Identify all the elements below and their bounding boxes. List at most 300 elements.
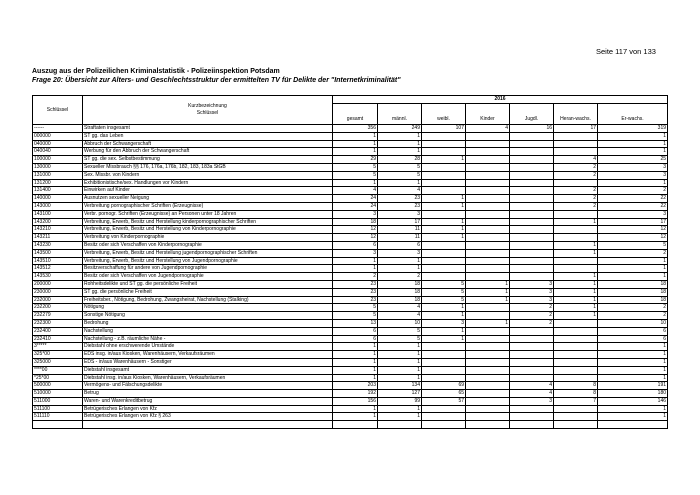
row-key: 232279 [33,312,83,320]
table-row [33,405,668,413]
row-description: Verbreitung pornographischer Schriften (Erzeugnisse) [83,202,333,210]
table-row [33,312,668,320]
row-value: 1 [554,273,598,281]
row-value [466,234,510,242]
description-column-header [83,96,333,125]
row-value [422,132,466,140]
row-key: 230000 [33,288,83,296]
row-value: 1 [333,351,378,359]
row-value: 1 [598,140,668,148]
empty-row [33,421,668,429]
row-key: 040040 [33,148,83,156]
row-value [554,265,598,273]
row-value: 5 [378,163,422,171]
row-value: 2 [333,273,378,281]
row-key: 143200 [33,218,83,226]
row-value [466,351,510,359]
table-row [33,265,668,273]
row-value [554,327,598,335]
description-header-line2: Schlüssel [196,110,219,116]
row-value [422,265,466,273]
table-row [33,226,668,234]
row-value [466,312,510,320]
row-value [510,140,554,148]
row-value [510,405,554,413]
row-description: Verbreitung, Erwerb, Besitz und Herstellung von Kinderpornographie [83,226,333,234]
row-value [466,327,510,335]
row-key: *25*00 [33,374,83,382]
empty-cell [554,421,598,429]
row-value: 3 [510,288,554,296]
row-value: 1 [333,140,378,148]
row-value [422,366,466,374]
row-value: 17 [378,218,422,226]
row-value: 18 [598,288,668,296]
row-value: 1 [378,358,422,366]
row-value: 1 [598,351,668,359]
row-value: 1 [598,257,668,265]
row-key: ------ [33,125,83,133]
table-row [33,390,668,398]
row-key: 143210 [33,226,83,234]
table-row [33,358,668,366]
row-value: 6 [333,335,378,343]
row-value [466,156,510,164]
row-value [466,382,510,390]
row-description: Diebstahl insgesamt [83,366,333,374]
row-value: 1 [598,374,668,382]
row-description: Betrügerisches Erlangen von Kfz [83,405,333,413]
row-value: 4 [333,187,378,195]
empty-cell [598,421,668,429]
row-value: 3 [422,319,466,327]
document-title: Auszug aus der Polizeilichen Kriminalstatistik - Polizeiinspektion Potsdam [32,68,280,75]
row-value [466,195,510,203]
row-value: 1 [333,148,378,156]
row-value: 3 [378,249,422,257]
row-value: 12 [598,234,668,242]
row-value [466,226,510,234]
row-value [422,140,466,148]
row-value: 2 [510,312,554,320]
row-value: 107 [422,125,466,133]
table-row [33,156,668,164]
row-value: 1 [333,132,378,140]
row-key: 143530 [33,273,83,281]
row-key: 131400 [33,187,83,195]
row-value: 3 [510,280,554,288]
row-value: 1 [598,265,668,273]
row-key: 232300 [33,319,83,327]
row-value: 1 [422,218,466,226]
row-value: 23 [333,280,378,288]
row-value [466,148,510,156]
row-value: 203 [333,382,378,390]
row-value: 4 [378,187,422,195]
row-value: 1 [422,327,466,335]
row-key: 143230 [33,241,83,249]
row-value: 1 [422,234,466,242]
row-value: 69 [422,382,466,390]
row-description: Verbreitung, Erwerb, Besitz und Herstellung jugendpornographischer Schriften [83,249,333,257]
row-value: 3 [378,210,422,218]
row-description: Verbreitung, Erwerb, Besitz und Herstellung von Jugendpornographie [83,257,333,265]
row-value: 1 [422,202,466,210]
row-value [554,234,598,242]
row-value [554,257,598,265]
row-value: 1 [333,374,378,382]
row-value: 5 [422,280,466,288]
row-value [422,179,466,187]
row-value [466,210,510,218]
row-value: 4 [510,390,554,398]
empty-cell [378,421,422,429]
row-value: 4 [378,304,422,312]
row-value: 1 [466,296,510,304]
page-number: Seite 117 von 133 [596,47,656,56]
row-value: 18 [378,288,422,296]
row-value [422,343,466,351]
table-row [33,140,668,148]
row-value: 1 [598,148,668,156]
row-value [510,195,554,203]
row-value [466,257,510,265]
table-row [33,288,668,296]
row-value [466,241,510,249]
row-value [510,366,554,374]
row-description: Waren- und Warenkreditbetrug [83,397,333,405]
row-value: 6 [333,241,378,249]
row-value [422,148,466,156]
row-value: 180 [598,390,668,398]
row-value: 3 [333,249,378,257]
row-value: 5 [333,171,378,179]
row-value: 192 [333,390,378,398]
row-value [510,171,554,179]
row-value: 5 [598,241,668,249]
row-value [466,405,510,413]
row-value: 3 [598,171,668,179]
row-key: 325000 [33,358,83,366]
row-value [554,335,598,343]
row-value: 6 [333,327,378,335]
row-value: 65 [422,390,466,398]
row-key: 143512 [33,265,83,273]
row-value [422,273,466,281]
row-description: ST gg. die sex. Selbstbestimmung [83,156,333,164]
row-value: 2 [598,187,668,195]
table-row [33,241,668,249]
row-value: 18 [378,280,422,288]
row-value: 1 [422,335,466,343]
row-value [510,148,554,156]
row-description: Besitz oder sich Verschaffen von Kinderpornographie [83,241,333,249]
row-value: 6 [598,327,668,335]
row-value: 2 [378,273,422,281]
row-value: 5 [378,335,422,343]
row-value: 3 [333,210,378,218]
row-value: 1 [422,312,466,320]
row-description: Straftaten insgesamt [83,125,333,133]
row-description: Bedrohung [83,319,333,327]
row-value [510,187,554,195]
row-description: EDS insg. in/aus Kiosken, Warenhäusern, Verkaufsräumen [83,351,333,359]
empty-cell [510,421,554,429]
row-value: 2 [598,304,668,312]
row-value: 1 [554,304,598,312]
row-description: Werbung für den Abbruch der Schwangerschaft [83,148,333,156]
row-value [510,343,554,351]
row-value: 1 [554,296,598,304]
column-header: Kinder [466,104,510,125]
row-value: 1 [422,156,466,164]
table-row [33,304,668,312]
table-row [33,382,668,390]
row-value: 1 [333,265,378,273]
row-key: 100000 [33,156,83,164]
row-value: 18 [598,296,668,304]
row-value: 3 [510,397,554,405]
row-value: 1 [378,132,422,140]
empty-cell [466,421,510,429]
row-description: ST gg. das Leben [83,132,333,140]
row-value [554,413,598,421]
row-value [466,179,510,187]
table-row [33,343,668,351]
row-value: 4 [510,382,554,390]
row-value [466,187,510,195]
row-value [510,234,554,242]
row-value: 23 [333,288,378,296]
row-description: Sex. Missbr. von Kindern [83,171,333,179]
row-value [466,171,510,179]
table-row [33,148,668,156]
row-value [422,374,466,382]
row-value: 2 [598,249,668,257]
row-value: 22 [598,195,668,203]
column-header: gesamt [333,104,378,125]
row-value [510,226,554,234]
row-value: 13 [333,319,378,327]
table-row [33,234,668,242]
row-value: 4 [378,312,422,320]
row-value: 5 [333,163,378,171]
row-value [510,156,554,164]
row-value: 2 [510,319,554,327]
row-description: Exhibitionistische/sex. Handlungen vor Kindern [83,179,333,187]
row-value [466,335,510,343]
statistics-table [32,95,668,429]
row-value [466,132,510,140]
table-row [33,366,668,374]
row-description: Ausnutzen sexueller Neigung [83,195,333,203]
row-value: 1 [378,351,422,359]
description-header-line1: Kurzbezeichnung [188,103,227,109]
row-value: 127 [378,390,422,398]
row-value: 1 [466,280,510,288]
row-value: 1 [333,343,378,351]
row-value [554,210,598,218]
table-row [33,179,668,187]
row-value [554,179,598,187]
row-value: 1 [598,405,668,413]
row-value: 17 [598,218,668,226]
row-value: 1 [378,343,422,351]
row-value [466,249,510,257]
row-value: 5 [378,327,422,335]
table-row [33,280,668,288]
row-value [510,257,554,265]
row-value [466,343,510,351]
row-value [422,413,466,421]
table-row [33,413,668,421]
row-value: 22 [598,202,668,210]
table-row [33,335,668,343]
table-row [33,195,668,203]
row-value: 1 [378,148,422,156]
row-value: 1 [378,140,422,148]
row-value [554,148,598,156]
row-value [554,351,598,359]
row-value: 1 [422,226,466,234]
row-value: 12 [333,234,378,242]
row-value: 191 [598,382,668,390]
row-value [466,140,510,148]
row-key: 143500 [33,249,83,257]
row-key: 511110 [33,413,83,421]
column-header: weibl. [422,104,466,125]
row-description: Nachstellung - z.B. räumliche Nähe - [83,335,333,343]
row-key: 040000 [33,140,83,148]
row-key: 511000 [33,397,83,405]
row-value: 146 [598,397,668,405]
row-value: 1 [554,280,598,288]
row-value: 5 [333,312,378,320]
row-value: 24 [333,195,378,203]
row-value [554,343,598,351]
row-value: 11 [378,234,422,242]
row-value [466,202,510,210]
row-value: 5 [422,288,466,296]
row-value: 1 [378,413,422,421]
row-value: 11 [378,226,422,234]
row-value: 23 [378,195,422,203]
row-value: 1 [554,241,598,249]
row-value: 1 [598,358,668,366]
row-value: 1 [422,304,466,312]
row-value: 1 [598,179,668,187]
row-value [466,358,510,366]
row-value: 1 [598,366,668,374]
table-row [33,273,668,281]
row-key: 232400 [33,327,83,335]
row-value: 12 [598,226,668,234]
row-key: 500000 [33,382,83,390]
row-value [510,218,554,226]
table-row [33,171,668,179]
row-value [510,351,554,359]
row-description: Freiheitsber., Nötigung, Bedrohung, Zwangsheirat, Nachstellung (Stalking) [83,296,333,304]
row-value: 17 [554,125,598,133]
row-value [466,366,510,374]
row-value: 1 [333,358,378,366]
row-value: 18 [333,218,378,226]
row-value: 57 [422,397,466,405]
row-description: Nötigung [83,304,333,312]
row-value: 2 [598,312,668,320]
row-description: Verbreitung von Kinderpornographie [83,234,333,242]
row-value [510,265,554,273]
row-key: 3***** [33,343,83,351]
row-value: 2 [554,171,598,179]
row-value: 2 [554,202,598,210]
key-column-header: Schlüssel [33,96,83,125]
column-header: Jugdl. [510,104,554,125]
row-value: 25 [598,156,668,164]
row-description: Sexueller Missbrauch §§ 176, 176a, 176b, 182, 183, 183a StGB [83,163,333,171]
row-value [422,257,466,265]
row-description: Nachstellung [83,327,333,335]
table-row [33,319,668,327]
row-value: 1 [378,366,422,374]
row-key: 143211 [33,234,83,242]
row-value [510,210,554,218]
row-value: 1 [554,312,598,320]
row-value [510,327,554,335]
row-key: 140000 [33,195,83,203]
row-value: 24 [333,202,378,210]
row-description: Besitz oder sich Verschaffen von Jugendpornographie [83,273,333,281]
row-value: 99 [378,397,422,405]
row-value [422,210,466,218]
row-value: 8 [554,382,598,390]
empty-cell [422,421,466,429]
row-value: 1 [598,343,668,351]
row-value: 10 [378,319,422,327]
table-row [33,351,668,359]
row-value: 1 [466,319,510,327]
row-value [510,179,554,187]
row-description: Abbruch der Schwangerschaft [83,140,333,148]
year-header: 2016 [333,96,668,104]
row-value [466,163,510,171]
row-value: 249 [378,125,422,133]
row-value: 156 [333,397,378,405]
row-key: 130000 [33,163,83,171]
document-subtitle: Frage 20: Übersicht zur Alters- und Geschlechtsstruktur der ermittelten TV für Delikte der "Internetkriminalität" [32,77,401,84]
row-value: 3 [510,296,554,304]
row-value: 1 [422,195,466,203]
row-description: Besitzverschaffung für andere von Jugendpornographie [83,265,333,273]
row-value [466,374,510,382]
column-header: männl. [378,104,422,125]
row-key: 143510 [33,257,83,265]
row-description: Vermögens- und Fälschungsdelikte [83,382,333,390]
row-value [422,187,466,195]
row-value: 1 [378,265,422,273]
row-key: 511100 [33,405,83,413]
row-value [466,390,510,398]
row-key: 143000 [33,202,83,210]
row-description: Verbreitung, Erwerb, Besitz und Herstellung kinderpornographischer Schriften [83,218,333,226]
row-value: 5 [422,296,466,304]
row-description: Diebstahl ohne erschwerende Umstände [83,343,333,351]
row-value [422,351,466,359]
row-value [510,132,554,140]
row-description: Sonstige Nötigung [83,312,333,320]
row-key: 131000 [33,171,83,179]
row-value [510,241,554,249]
